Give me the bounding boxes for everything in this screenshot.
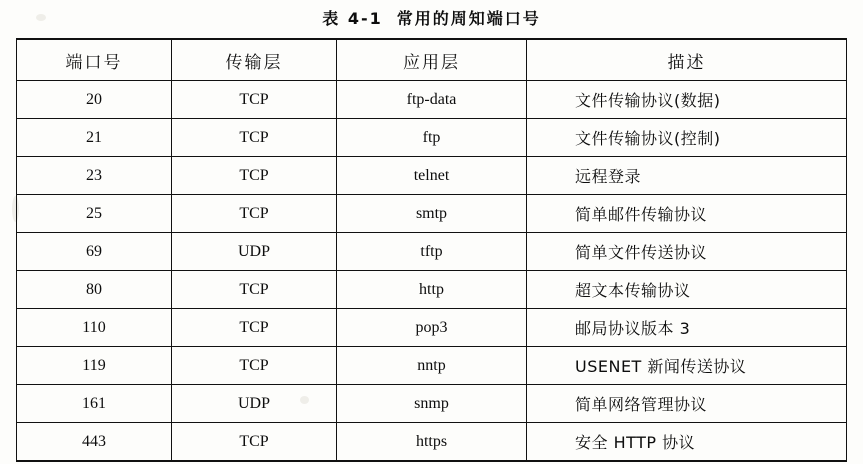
cell-application: nntp: [337, 347, 527, 385]
table-row: [17, 81, 847, 119]
cell-description: 安全 HTTP 协议: [527, 423, 847, 462]
cell-port: 25: [17, 195, 172, 233]
cell-description: 简单网络管理协议: [527, 385, 847, 423]
column-header-transport: 传输层: [172, 39, 337, 81]
cell-application: ftp-data: [337, 81, 527, 119]
cell-application: http: [337, 271, 527, 309]
cell-description: 邮局协议版本 3: [527, 309, 847, 347]
cell-transport: TCP: [172, 195, 337, 233]
ports-table-container: [16, 38, 846, 462]
table-row: [17, 347, 847, 385]
cell-application: pop3: [337, 309, 527, 347]
column-header-port: 端口号: [17, 39, 172, 81]
table-row: [17, 423, 847, 462]
cell-description: 远程登录: [527, 157, 847, 195]
cell-application: snmp: [337, 385, 527, 423]
column-header-description: 描述: [527, 39, 847, 81]
caption-title: 常用的周知端口号: [396, 9, 541, 28]
cell-transport: TCP: [172, 81, 337, 119]
cell-description: 简单邮件传输协议: [527, 195, 847, 233]
cell-description: USENET 新闻传送协议: [527, 347, 847, 385]
table-row: [17, 157, 847, 195]
caption-number: 表 4-1: [322, 9, 383, 28]
cell-transport: TCP: [172, 347, 337, 385]
cell-port: 443: [17, 423, 172, 462]
cell-transport: UDP: [172, 233, 337, 271]
cell-transport: TCP: [172, 271, 337, 309]
cell-port: 161: [17, 385, 172, 423]
table-row: [17, 385, 847, 423]
cell-transport: TCP: [172, 423, 337, 462]
cell-transport: UDP: [172, 385, 337, 423]
cell-port: 20: [17, 81, 172, 119]
cell-description: 文件传输协议(控制): [527, 119, 847, 157]
table-header: [17, 39, 847, 81]
table-row: [17, 119, 847, 157]
cell-application: telnet: [337, 157, 527, 195]
table-body: [17, 81, 847, 462]
cell-transport: TCP: [172, 119, 337, 157]
cell-application: tftp: [337, 233, 527, 271]
cell-application: smtp: [337, 195, 527, 233]
cell-port: 69: [17, 233, 172, 271]
table-caption: [0, 6, 863, 29]
cell-port: 110: [17, 309, 172, 347]
header-row: [17, 39, 847, 81]
column-header-application: 应用层: [337, 39, 527, 81]
cell-transport: TCP: [172, 157, 337, 195]
cell-application: https: [337, 423, 527, 462]
table-row: [17, 309, 847, 347]
cell-port: 21: [17, 119, 172, 157]
cell-description: 文件传输协议(数据): [527, 81, 847, 119]
cell-description: 简单文件传送协议: [527, 233, 847, 271]
cell-transport: TCP: [172, 309, 337, 347]
table-row: [17, 271, 847, 309]
cell-port: 119: [17, 347, 172, 385]
table-row: [17, 233, 847, 271]
well-known-ports-table: [16, 38, 847, 462]
cell-application: ftp: [337, 119, 527, 157]
cell-port: 80: [17, 271, 172, 309]
cell-port: 23: [17, 157, 172, 195]
table-row: [17, 195, 847, 233]
cell-description: 超文本传输协议: [527, 271, 847, 309]
